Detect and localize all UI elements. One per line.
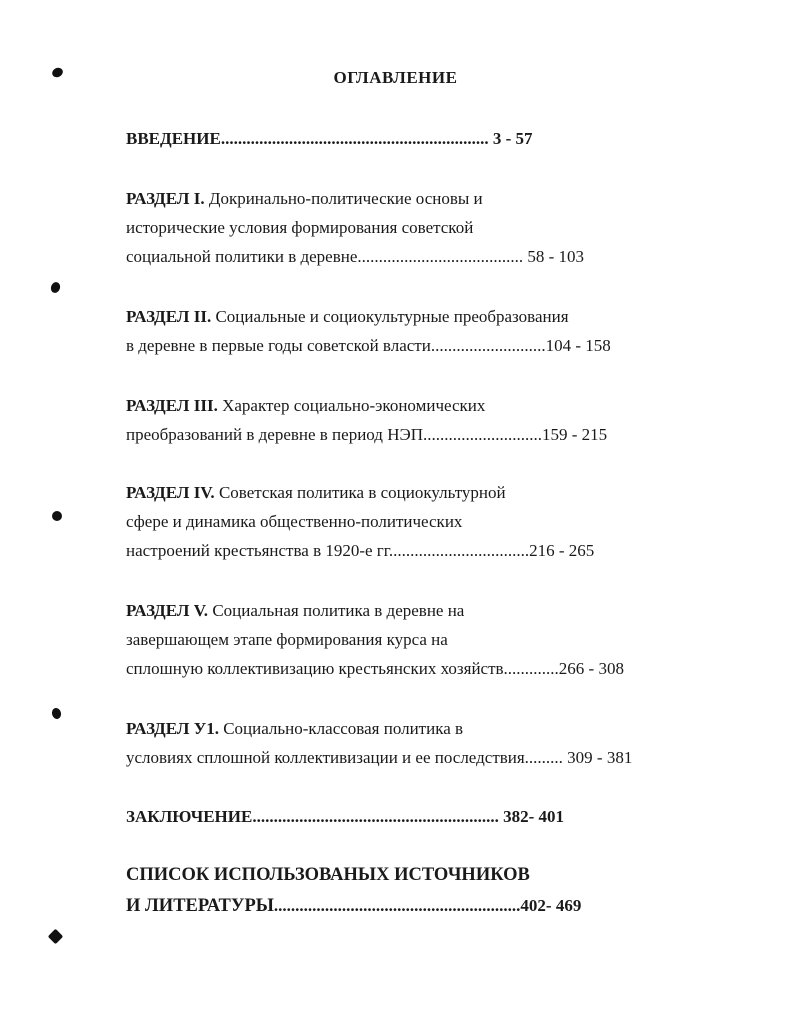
section-1-title-line-2: исторические условия формирования советской bbox=[126, 218, 474, 237]
section-4-label: РАЗДЕЛ IV. bbox=[126, 483, 215, 502]
section-5-title-line-3: сплошную коллективизацию крестьянских хозяйств.............266 - 308 bbox=[126, 659, 624, 678]
section-2-title-line-1: Социальные и социокультурные преобразования bbox=[211, 307, 569, 326]
toc-entry-section-2[interactable] bbox=[126, 306, 569, 328]
section-2-title-line-2: в деревне в первые годы советской власти...........................104 - 158 bbox=[126, 336, 611, 355]
punch-hole-mark bbox=[52, 511, 62, 521]
toc-entry-intro[interactable] bbox=[126, 128, 533, 150]
section-1-title-line-3: социальной политики в деревне....................................... 58 - 103 bbox=[126, 247, 585, 266]
page-title: ОГЛАВЛЕНИЕ bbox=[333, 68, 458, 87]
toc-entry-section-3[interactable] bbox=[126, 395, 485, 417]
toc-conclusion-text: ЗАКЛЮЧЕНИЕ.......................................................... 382- 401 bbox=[126, 807, 564, 826]
section-1-title-line-1: Докринально-политические основы и bbox=[204, 189, 483, 208]
section-4-title-line-1: Советская политика в социокультурной bbox=[214, 483, 506, 502]
section-2-label: РАЗДЕЛ II. bbox=[126, 307, 212, 326]
toc-entry-section-5[interactable] bbox=[126, 600, 464, 622]
toc-entry-section-1[interactable] bbox=[126, 188, 483, 210]
punch-hole-mark bbox=[51, 707, 63, 720]
section-4-title-line-3: настроений крестьянства в 1920-е гг.................................216 - 265 bbox=[126, 541, 595, 560]
toc-entry-conclusion[interactable] bbox=[126, 806, 564, 828]
sources-title-line-2-row bbox=[126, 895, 581, 917]
sources-title-line-1: СПИСОК ИСПОЛЬЗОВАНЫХ ИСТОЧНИКОВ bbox=[126, 865, 530, 885]
section-1-label: РАЗДЕЛ I. bbox=[126, 189, 205, 208]
section-5-title-line-2: завершающем этапе формирования курса на bbox=[126, 630, 448, 649]
section-5-title-line-1: Социальная политика в деревне на bbox=[208, 601, 465, 620]
punch-hole-mark bbox=[48, 929, 64, 945]
toc-entry-section-6[interactable] bbox=[126, 718, 463, 740]
section-5-label: РАЗДЕЛ V. bbox=[126, 601, 209, 620]
section-3-title-line-2: преобразований в деревне в период НЭП............................159 - 215 bbox=[126, 425, 608, 444]
toc-intro-text: ВВЕДЕНИЕ............................................................... 3 - 57 bbox=[126, 129, 533, 148]
section-6-title-line-2: условиях сплошной коллективизации и ее последствия......... 309 - 381 bbox=[126, 748, 633, 767]
sources-title-line-2: И ЛИТЕРАТУРЫ bbox=[126, 896, 274, 916]
section-6-title-line-1: Социально-классовая политика в bbox=[218, 719, 464, 738]
punch-hole-mark bbox=[49, 281, 61, 294]
section-4-title-line-2: сфере и динамика общественно-политических bbox=[126, 512, 463, 531]
section-3-title-line-1: Характер социально-экономических bbox=[217, 396, 486, 415]
section-3-label: РАЗДЕЛ III. bbox=[126, 396, 218, 415]
toc-entry-sources[interactable] bbox=[126, 864, 530, 886]
toc-entry-section-4[interactable] bbox=[126, 482, 506, 504]
sources-pages: ..........................................................402- 469 bbox=[273, 896, 582, 915]
section-6-label: РАЗДЕЛ У1. bbox=[126, 719, 219, 738]
